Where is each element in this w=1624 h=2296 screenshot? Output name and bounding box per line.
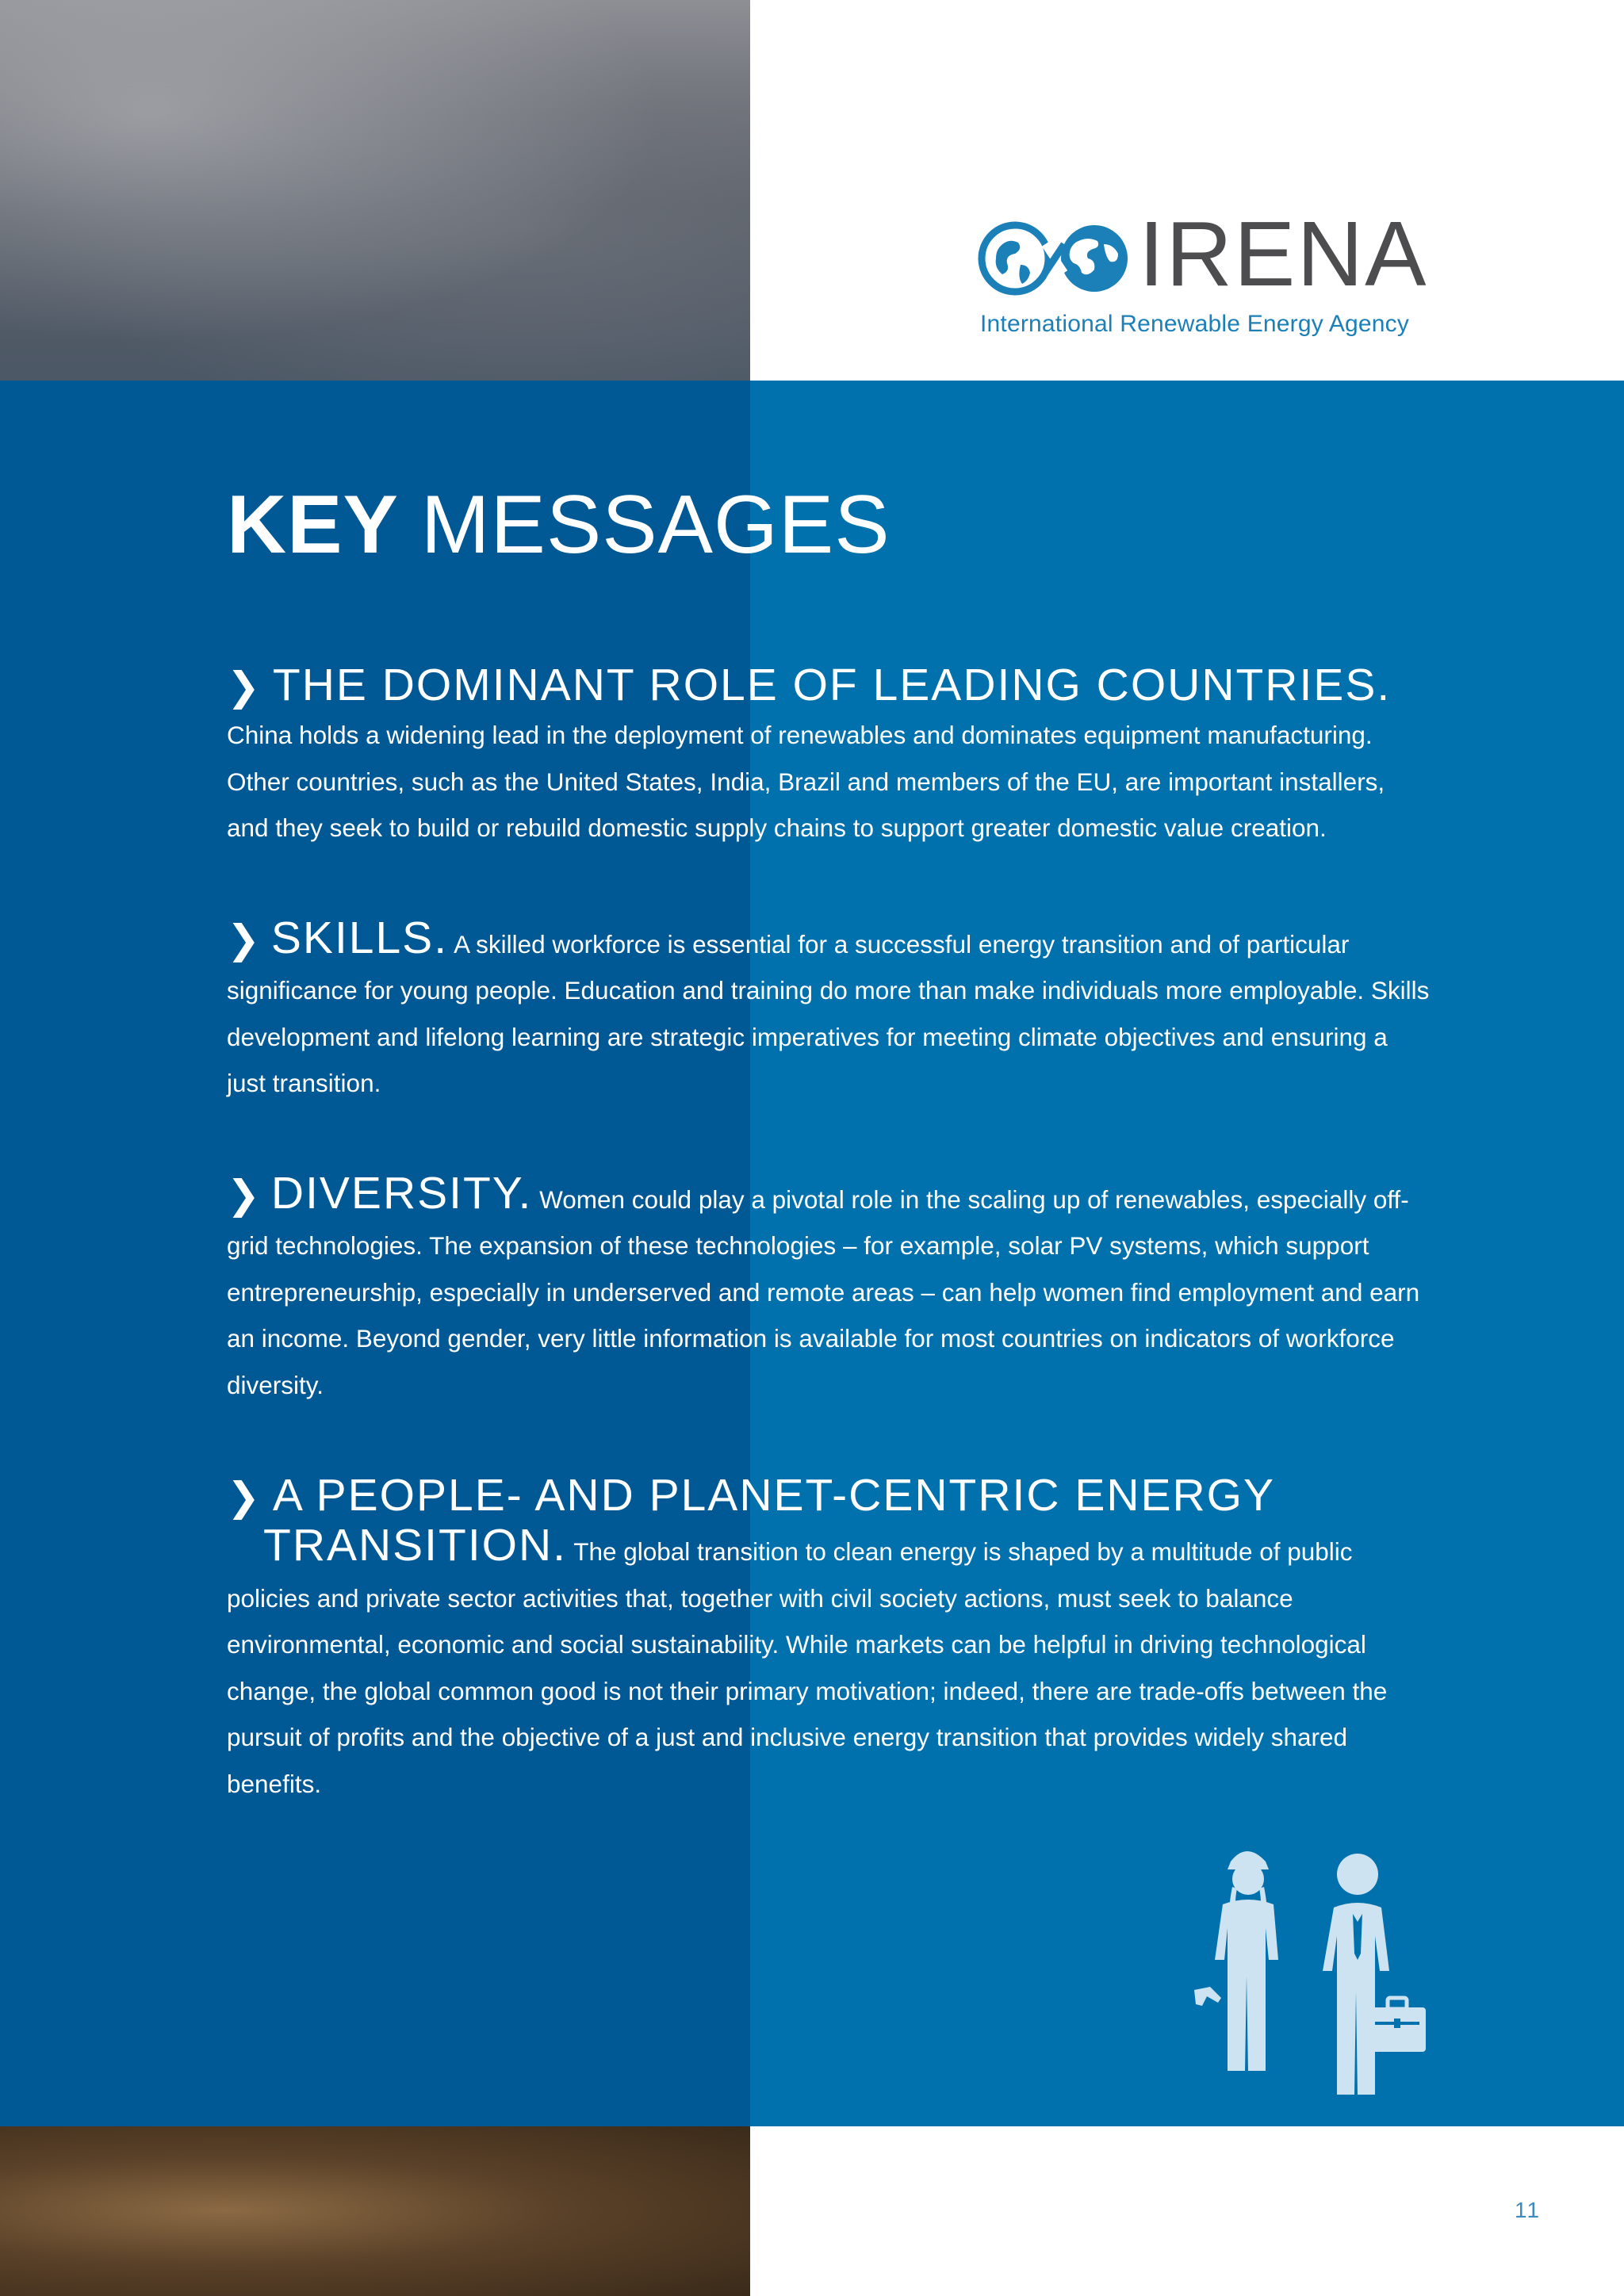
message-heading-block — [227, 1471, 1432, 1521]
message-heading: THE DOMINANT ROLE OF LEADING COUNTRIES. — [272, 660, 1392, 710]
page-number: 11 — [1515, 2198, 1542, 2222]
irena-logo — [977, 202, 1429, 346]
message-body: A skilled workforce is essential for a successful energy transition and of particular significance for young people. Education and training do more than make individuals more employable. Skills development and lifelong learning are strategic imperatives for meeting climate objectives and ensuring a just transition. — [227, 929, 1430, 1097]
sky-clouds — [0, 0, 750, 381]
message-leading-countries — [227, 661, 1432, 851]
message-heading-block — [227, 661, 1432, 710]
logo-subtitle: International Renewable Energy Agency — [980, 311, 1410, 337]
message-heading: DIVERSITY. — [270, 1167, 533, 1219]
chevron-right-icon: ❯ — [227, 664, 262, 709]
globe-infinity-logo-icon — [977, 220, 1132, 297]
title-bold: KEY — [227, 479, 397, 571]
message-body: China holds a widening lead in the deployment of renewables and dominates equipment manufacturing. Other countries, such as the United States, India, Brazil and members of the EU, are important installers, and they seek to build or rebuild domestic supply chains to support greater domestic value creation. — [227, 721, 1385, 842]
rocky-ground — [0, 2125, 750, 2296]
message-diversity — [227, 1167, 1432, 1409]
message-heading: SKILLS. — [270, 912, 449, 963]
chevron-right-icon: ❯ — [227, 1475, 262, 1519]
message-skills — [227, 912, 1432, 1107]
workers-illustration — [1191, 1838, 1432, 2126]
message-body: The global transition to clean energy is shaped by a multitude of public policies and private sector activities that, together with civil society actions, must seek to balance environmental, economic and social sustainability. While markets can be helpful in driving technological change, the global common good is not their primary motivation; indeed, there are trade-offs between the pursuit of profits and the objective of a just and inclusive energy transition that provides widely shared benefits. — [227, 1537, 1388, 1798]
message-people-planet — [227, 1471, 1432, 1807]
title-light: MESSAGES — [420, 479, 891, 571]
message-heading-line2: TRANSITION. — [263, 1520, 568, 1571]
chevron-right-icon: ❯ — [227, 916, 260, 962]
page-title — [227, 479, 1432, 571]
logo-wordmark: IRENA — [1139, 202, 1428, 305]
chevron-right-icon: ❯ — [227, 1172, 260, 1217]
message-heading-line1: A PEOPLE- AND PLANET-CENTRIC ENERGY — [272, 1470, 1276, 1521]
message-body: Women could play a pivotal role in the scaling up of renewables, especially off-grid technologies. The expansion of these technologies – for example, solar PV systems, which support entrepreneurship, especially in underserved and remote areas – can help women find employment and earn an income. Beyond gender, very little information is available for most countries on indicators of workforce diversity. — [227, 1184, 1420, 1399]
main-content — [227, 479, 1432, 1870]
